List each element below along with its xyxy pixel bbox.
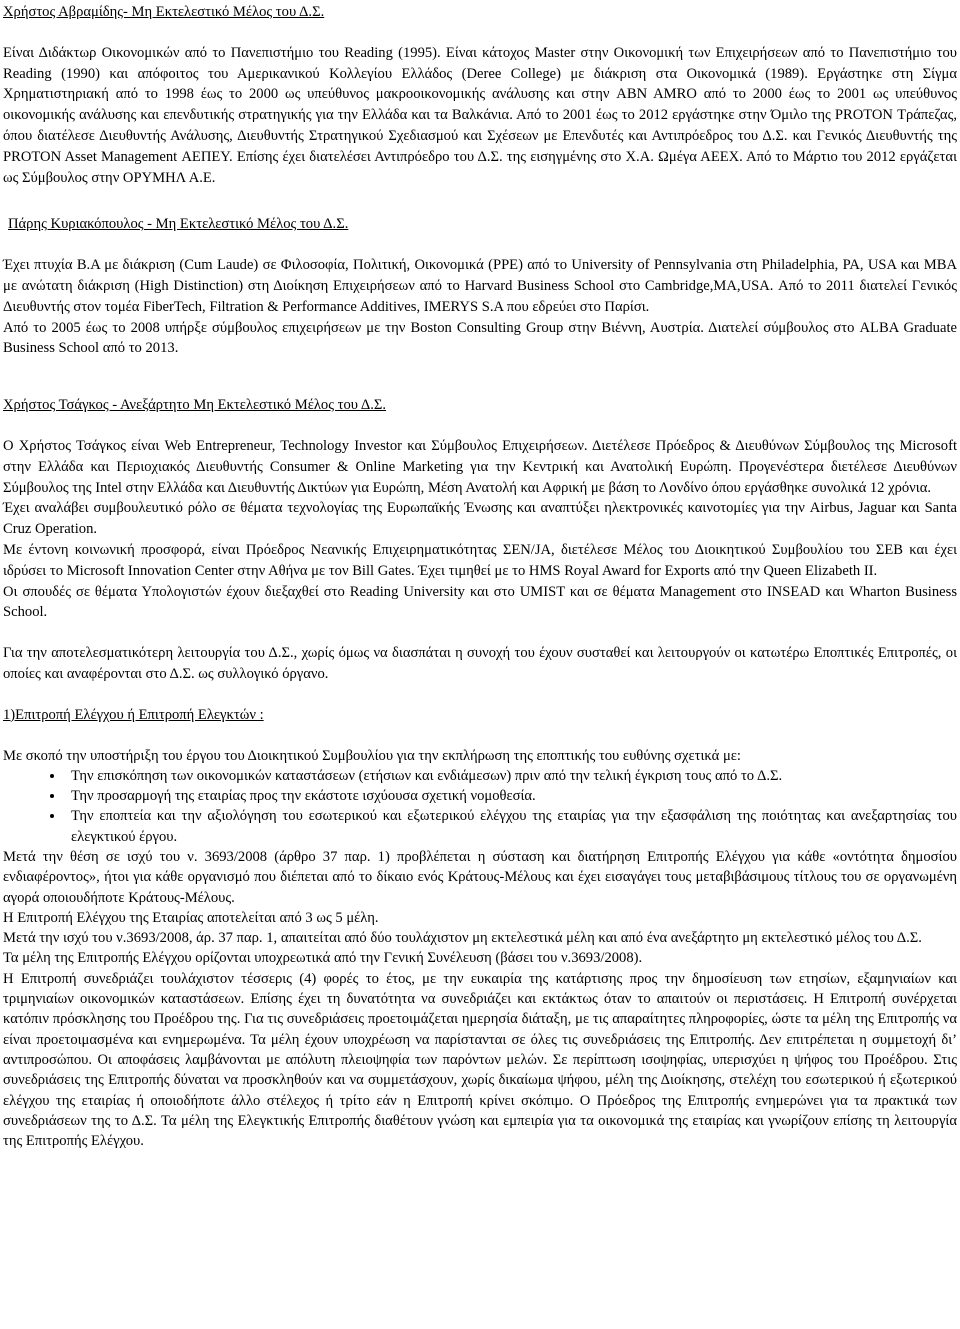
committees-intro: Για την αποτελεσματικότερη λειτουργία του Δ.Σ., χωρίς όμως να διασπάται η συνοχή του έχουν συσταθεί και λειτουργούν οι κατωτέρω Εποπτικές Επιτροπές, οι οποίες και αναφέρονται στο Δ.Σ. ως συλλογικό όργανο. — [3, 645, 957, 682]
list-item: • Την εποπτεία και την αξιολόγηση του εσωτερικού και εξωτερικού ελέγχου της εταιρίας για την εξασφάλιση της ποιότητας και ανεξαρτησίας του ελεγκτικού έργου. — [65, 806, 957, 847]
list-item: • Την προσαρμογή της εταιρίας προς την εκάστοτε ισχύουσα σχετική νομοθεσία. — [65, 786, 957, 806]
bio-text-tsagkos-2: Έχει αναλάβει συμβουλευτικό ρόλο σε θέματα τεχνολογίας της Ευρωπαϊκής Ένωσης και αναπτύξει ηλεκτρονικές καινοτομίες για την Airbus, Jaguar και Santa Cruz Operation. — [3, 500, 957, 538]
audit-committee-meetings: Η Επιτροπή συνεδριάζει τουλάχιστον τέσσερις (4) φορές το έτος, με την ευκαιρία της κατάρτισης προς την δημοσίευση των ετησίων, εξαμηνιαίων και τριμηνιαίων οικονομικών καταστάσεων. Επίσης έχει τη δυνατότητα να συνεδριάζει και εκτάκτως όταν το απαιτούν οι περιστάσεις. Η Επιτροπή συνέρχεται κατόπιν πρόσκλησης του Προέδρου της. Για τις συνεδριάσεις προετοιμάζεται ημερησία διάταξη, με τις απαραίτητες πληροφορίες, ώστε τα μέλη της Επιτροπής να είναι προετοιμασμένα και ενημερωμένα. Τα μέλη έχουν υποχρέωση να παρίστανται σε όλες τις συνεδριάσεις της Επιτροπής. Δεν επιτρέπεται η συμμετοχή δι’ αντιπροσώπου. Οι αποφάσεις λαμβάνονται με απόλυτη πλειοψηφία των παρόντων μελών. Σε περίπτωση ισοψηφίας, υπερισχύει η ψήφος του Προέδρου. Στις συνεδριάσεις της Επιτροπής δύναται να προσκληθούν και να συμμετάσχουν, χωρίς δικαίωμα ψήφου, μέλη της Διοίκησης, στελέχη του εσωτερικού ή εξωτερικού ελέγχου της εταιρίας ή οποιοδήποτε άλλο στέλεχος ή τρίτο εάν η Επιτροπή κρίνει σκόπιμο. Ο Πρόεδρος της Επιτροπής ενημερώνει για τα πρακτικά των συνεδριάσεων της το Δ.Σ. Τα μέλη της Ελεγκτικής Επιτροπής διαθέτουν γνώση και εμπειρία για τα οικονομικά της εταιρίας και γνωρίζουν επίσης τη λειτουργία της Επιτροπής Ελέγχου. — [3, 970, 957, 1150]
bio-text-tsagkos-1: Ο Χρήστος Τσάγκος είναι Web Entrepreneur, Technology Investor και Σύμβουλος Επιχειρήσεων. Διετέλεσε Πρόεδρος & Διευθύνων Σύμβουλος της Microsoft στην Ελλάδα και Περιοχιακός Διευθυντής Consumer & Online Marketing για την Κεντρική και Ανατολική Ευρώπη. Προγενέστερα διετέλεσε Διευθύνων Σύμβουλος της Intel στην Ελλάδα και Διευθυντής Δικτύων για Ευρώπη, Μέση Ανατολή και Αφρική με βάση το Λονδίνο όπου εργάσθηκε συνολικά 12 χρόνια. — [3, 437, 957, 496]
bio-text-avramidis: Είναι Διδάκτωρ Οικονομικών από το Πανεπιστήμιο του Reading (1995). Είναι κάτοχος Master στην Οικονομική των Επιχειρήσεων από το Πανεπιστήμιο του Reading (1990) και απόφοιτος του Αμερικανικού Κολλεγίου Ελλάδος (Deree College) με διάκριση στα Οικονομικά (1989). Εργάστηκε στη Σίγμα Χρηματιστηριακή από το 1998 έως το 2000 ως υπεύθυνος μακροοικονομικής ανάλυσης και στην ABN AMRO από το 2000 έως το 2001 ως υπεύθυνος οικονομικής ανάλυσης και επενδυτικής στρατηγικής για την Ελλάδα και τα Βαλκάνια. Από το 2001 έως το 2012 εργάστηκε στην Όμιλο της PROTON Τράπεζας, όπου διατέλεσε Διευθυντής Ανάλυσης, Διευθυντής Στρατηγικού Σχεδιασμού και Σχέσεων με Επενδυτές και Αντιπρόεδρος του Δ.Σ. και Γενικός Διευθυντής της PROTON Asset Management ΑΕΠΕΥ. Επίσης έχει διατελέσει Αντιπρόεδρο του Δ.Σ. της εισηγμένης στο Χ.Α. Ωμέγα ΑΕΕΧ. Από το Μάρτιο του 2012 εργάζεται ως Σύμβουλος στην ΟΡΥΜΗΛ Α.Ε. — [3, 44, 957, 186]
bio-heading-kyriakopoulos: Πάρης Κυριακόπουλος - Μη Εκτελεστικό Μέλος του Δ.Σ. — [8, 216, 349, 233]
audit-committee-lead: Με σκοπό την υποστήριξη του έργου του Διοικητικού Συμβουλίου για την εκπλήρωση της εποπτικής του ευθύνης σχετικά με: — [3, 747, 741, 764]
audit-committee-duties-list — [3, 766, 957, 847]
audit-committee-members-count: Η Επιτροπή Ελέγχου της Εταιρίας αποτελείται από 3 ως 5 μέλη. — [3, 909, 379, 926]
audit-committee-composition: Μετά την ισχύ του ν.3693/2008, άρ. 37 παρ. 1, απαιτείται από δύο τουλάχιστον μη εκτελεστικά μέλη και από ένα ανεξάρτητο μη εκτελεστικό μέλος του Δ.Σ. — [3, 930, 922, 947]
bio-text-tsagkos-4: Οι σπουδές σε θέματα Υπολογιστών έχουν διεξαχθεί στο Reading University και στο UMIST και σε θέματα Management στο INSEAD και Wharton Business School. — [3, 583, 957, 621]
bio-text-kyriakopoulos-2: Από το 2005 έως το 2008 υπήρξε σύμβουλος επιχειρήσεων με την Boston Consulting Group στην Βιέννη, Αυστρία. Διατελεί σύμβουλος στο ALBA Graduate Business School από το 2013. — [3, 319, 957, 357]
bio-text-kyriakopoulos-1: Έχει πτυχία B.A με διάκριση (Cum Laude) σε Φιλοσοφία, Πολιτική, Οικονομικά (PPE) από το University of Pennsylvania στη Philadelphia, PA, USA και MBA με ανώτατη διάκριση (High Distinction) στη Διοίκηση Επιχειρήσεων από το Harvard Business School στο Cambridge,MA,USA. Από το 2011 διατελεί Γενικός Διευθυντής στον τομέα FiberTech, Filtration & Performance Additives, IMERYS S.A που εδρεύει στο Παρίσι. — [3, 257, 957, 315]
list-item: • Την επισκόπηση των οικονομικών καταστάσεων (ετήσιων και ενδιάμεσων) πριν από την τελική έγκριση τους από το Δ.Σ. — [65, 766, 957, 786]
bio-text-tsagkos-3: Με έντονη κοινωνική προσφορά, είναι Πρόεδρος Νεανικής Επιχειρηματικότητας ΣΕΝ/JA, διετέλεσε Μέλος του Διοικητικού Συμβουλίου του ΣΕΒ και έχει ιδρύσει το Microsoft Innovation Center στην Αθήνα με τον Bill Gates. Έχει τιμηθεί με το HMS Royal Award for Exports από την Queen Elizabeth II. — [3, 541, 957, 579]
audit-committee-law-paragraph: Μετά την θέση σε ισχύ του ν. 3693/2008 (άρθρο 37 παρ. 1) προβλέπεται η σύσταση και διατήρηση Επιτροπής Ελέγχου για κάθε «οντότητα δημοσίου ενδιαφέροντος», ήτοι για κάθε οργανισμό που διέπεται από το δίκαιο ενός Κράτους-Μέλους και έχει εισαγάγει τους μεταβιβάσιμους τίτλους του σε οργανωμένη αγορά οποιουδήποτε Κράτους-Μέλους. — [3, 849, 957, 906]
bio-heading-avramidis: Χρήστος Αβραμίδης- Μη Εκτελεστικό Μέλος του Δ.Σ. — [3, 4, 325, 20]
audit-committee-appointment: Τα μέλη της Επιτροπής Ελέγχου ορίζονται υποχρεωτικά από την Γενική Συνέλευση (βάσει του ν.3693/2008). — [3, 950, 643, 967]
bio-heading-tsagkos: Χρήστος Τσάγκος - Ανεξάρτητο Μη Εκτελεστικό Μέλος του Δ.Σ. — [3, 397, 387, 414]
audit-committee-heading: 1)Επιτροπή Ελέγχου ή Επιτροπή Ελεγκτών : — [3, 706, 264, 723]
